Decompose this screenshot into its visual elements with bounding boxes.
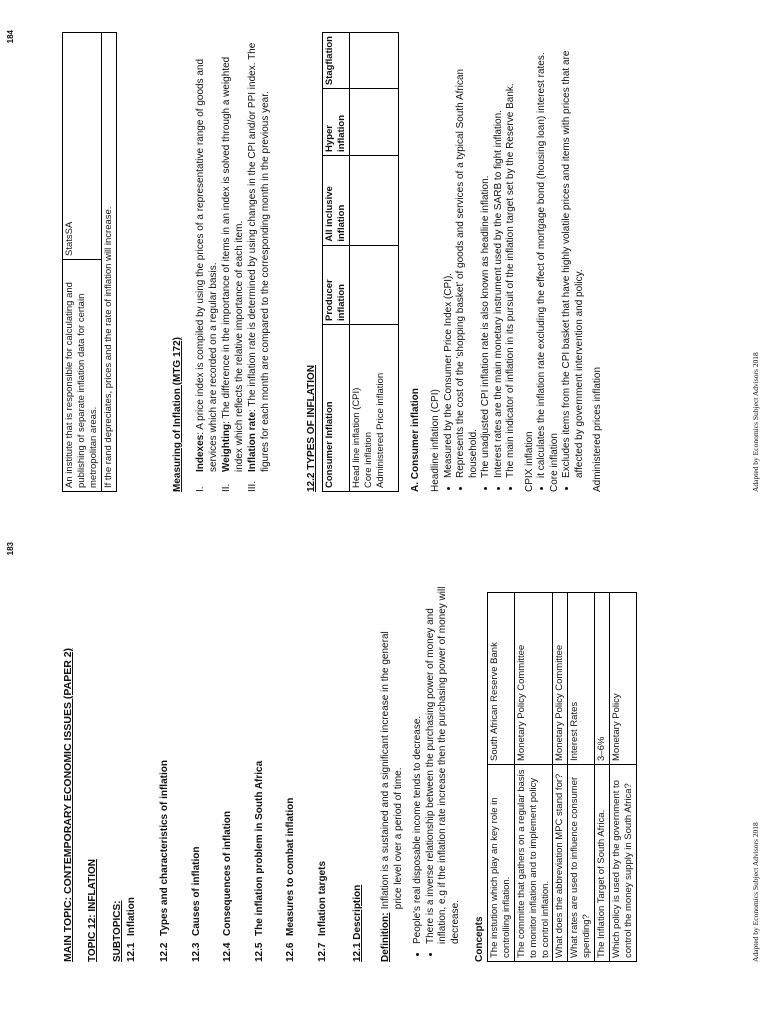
- empty-cell: [349, 155, 398, 245]
- concept-question: An institute that is responsible for calculating and publishing of separate inflation data for certain metropolitan areas.: [63, 260, 102, 492]
- table-row: [101, 33, 116, 492]
- subtopic-item: 12.6Measures to combat inflation: [285, 797, 296, 962]
- list-item: • The unadjusted CPI inflation rate is also known as headline inflation.: [480, 22, 493, 478]
- concept-answer: Monetary Policy Committee: [514, 593, 553, 765]
- concept-answer: Interest Rates: [568, 593, 595, 765]
- subtopics-heading: SUBTOPICS:: [112, 900, 123, 962]
- concept-answer: 3–6%: [595, 593, 610, 765]
- list-item: • The main indicator of inflation in its pursuit of the inflation target set by the Reserve Bank.: [505, 22, 518, 478]
- list-item: • Excludes items from the CPI basket that have highly volatile prices and items with prices that are affected by government intervention and policy.: [561, 22, 586, 478]
- concept-answer: Monetary Policy Committee: [553, 593, 568, 765]
- subtopic-item: 12.3Causes of inflation: [191, 846, 202, 962]
- empty-cell: [349, 33, 398, 89]
- subtopic-item: 12.2Types and characteristics of inflation: [159, 760, 170, 962]
- cpix-bullets: [536, 22, 549, 492]
- table-row: [63, 33, 102, 492]
- types-table: [322, 32, 399, 492]
- subtopic-item: 12.4Consequences of inflation: [222, 810, 233, 962]
- inflation-bullets: [412, 574, 462, 958]
- subtopic-item: 12.5The inflation problem in South Africa: [254, 760, 265, 962]
- column-header: All inclusive inflation: [323, 155, 350, 245]
- concept-question: The committe that gathers on a regular basis to monitor inflation and to implement policy to control inflation.: [514, 765, 553, 962]
- list-item: • it calculates the inflation rate excluding the effect of mortgage bond (housing loan) interest rates.: [536, 22, 549, 478]
- subtopic-item: 12.1Inflation: [126, 897, 137, 962]
- list-item: • People's real disposable income tends to decrease.: [412, 574, 425, 944]
- definition-label: Definition:: [380, 912, 391, 962]
- page-footer: Adapted by Economics Subject Advisors 2018: [750, 352, 760, 492]
- table-header-row: [323, 33, 350, 492]
- table-row: [609, 593, 636, 962]
- list-item: II. Weighting: The difference in the importance of items in an index is solved through a weighted index which reflects the relative importance of each item.: [221, 56, 245, 492]
- column-header: Producer inflation: [323, 245, 350, 324]
- concept-answer: Monetary Policy: [609, 593, 636, 765]
- column-header: Consumer Inflation: [323, 325, 350, 492]
- concept-question: Which policy is used by the government to control the money supply in South Africa?: [609, 765, 636, 962]
- topic-heading: TOPIC 12: INFLATION: [87, 859, 98, 962]
- main-topic-heading: MAIN TOPIC: CONTEMPORARY ECONOMIC ISSUES (PAPER 2): [62, 647, 74, 962]
- table-row: [514, 593, 553, 962]
- headline-heading: Headline inflation (CPI): [430, 389, 441, 492]
- concept-answer: South African Reserve Bank: [488, 593, 515, 765]
- page-footer: Adapted by Economics Subject Advisors 2018: [750, 822, 760, 962]
- consumer-inflation-cell: Head line inflation (CPI) Core inflation Administered Price inflation: [349, 325, 398, 492]
- table-row: [568, 593, 595, 962]
- page-number: 184: [6, 30, 15, 44]
- description-heading: 12.1 Description: [352, 884, 363, 962]
- list-item: • Measured by the Consumer Price Index (CPI).: [443, 22, 456, 478]
- types-heading: 12.2 TYPES OF INFLATION: [306, 364, 317, 492]
- page-number: 183: [6, 542, 15, 556]
- concept-question: The instution which play an key role in controlling inflation.: [488, 765, 515, 962]
- concepts-heading: Concepts: [474, 916, 485, 962]
- concept-answer: StatsSA: [63, 33, 102, 260]
- concept-question: The Inflation Target of South Africa.: [595, 765, 610, 962]
- consumer-inflation-section: [430, 22, 605, 492]
- list-item: • Interest rates are the main monetary instrument used by the SARB to fight inflation.: [493, 22, 506, 478]
- headline-bullets: [443, 22, 518, 492]
- definition-text: Inflation is a sustained and a significant increase in the general price level over a period of time.: [380, 631, 404, 910]
- list-item: • Represents the cost of the 'shopping basket' of goods and services of a typical South African household.: [455, 22, 480, 478]
- list-item: III. Inflation rate: The inflation rate is determined by using changes in the CPI and/or PPI index. The figures for each month are compared to the corresponding month in the previous year.: [247, 42, 271, 492]
- table-row: [488, 593, 515, 962]
- consumer-inflation-heading: A. Consumer inflation: [410, 388, 421, 492]
- cpix-heading: CPIX inflation: [523, 431, 535, 492]
- concept-statement: If the rand depreciates, prices and the rate of inflation will increase.: [101, 33, 116, 492]
- list-item: • There is a inverse relationship between the purchasing power of money and inflation, e.g if the inflation rate increase then the purchasing power of money will decrease.: [425, 574, 463, 944]
- table-row: [553, 593, 568, 962]
- empty-cell: [349, 245, 398, 324]
- column-header: Stagflation: [323, 33, 350, 89]
- measuring-list: [195, 22, 273, 492]
- subtopic-item: 12.7Inflation targets: [317, 860, 328, 962]
- concepts-table-continued: [62, 32, 117, 492]
- concepts-table: [487, 592, 637, 962]
- measuring-heading: Measuring of Inflation (MTG 172): [172, 336, 183, 492]
- administered-heading: Administered prices inflation: [592, 366, 603, 492]
- concept-question: What does the abbreviation MPC stand for?: [553, 765, 568, 962]
- empty-cell: [349, 89, 398, 156]
- page-183: [0, 512, 768, 1024]
- concept-question: What rates are used to influence consumer spending?: [568, 765, 595, 962]
- table-row: [595, 593, 610, 962]
- table-row: [349, 33, 398, 492]
- core-bullets: [561, 22, 586, 492]
- definition-block: [380, 592, 405, 962]
- list-item: I. Indexes: A price index is compiled by using the prices of a representative range of goods and services which are recorded on a regular basis.: [195, 58, 219, 492]
- column-header: Hyper inflation: [323, 89, 350, 156]
- core-heading: Core inflation: [548, 433, 560, 492]
